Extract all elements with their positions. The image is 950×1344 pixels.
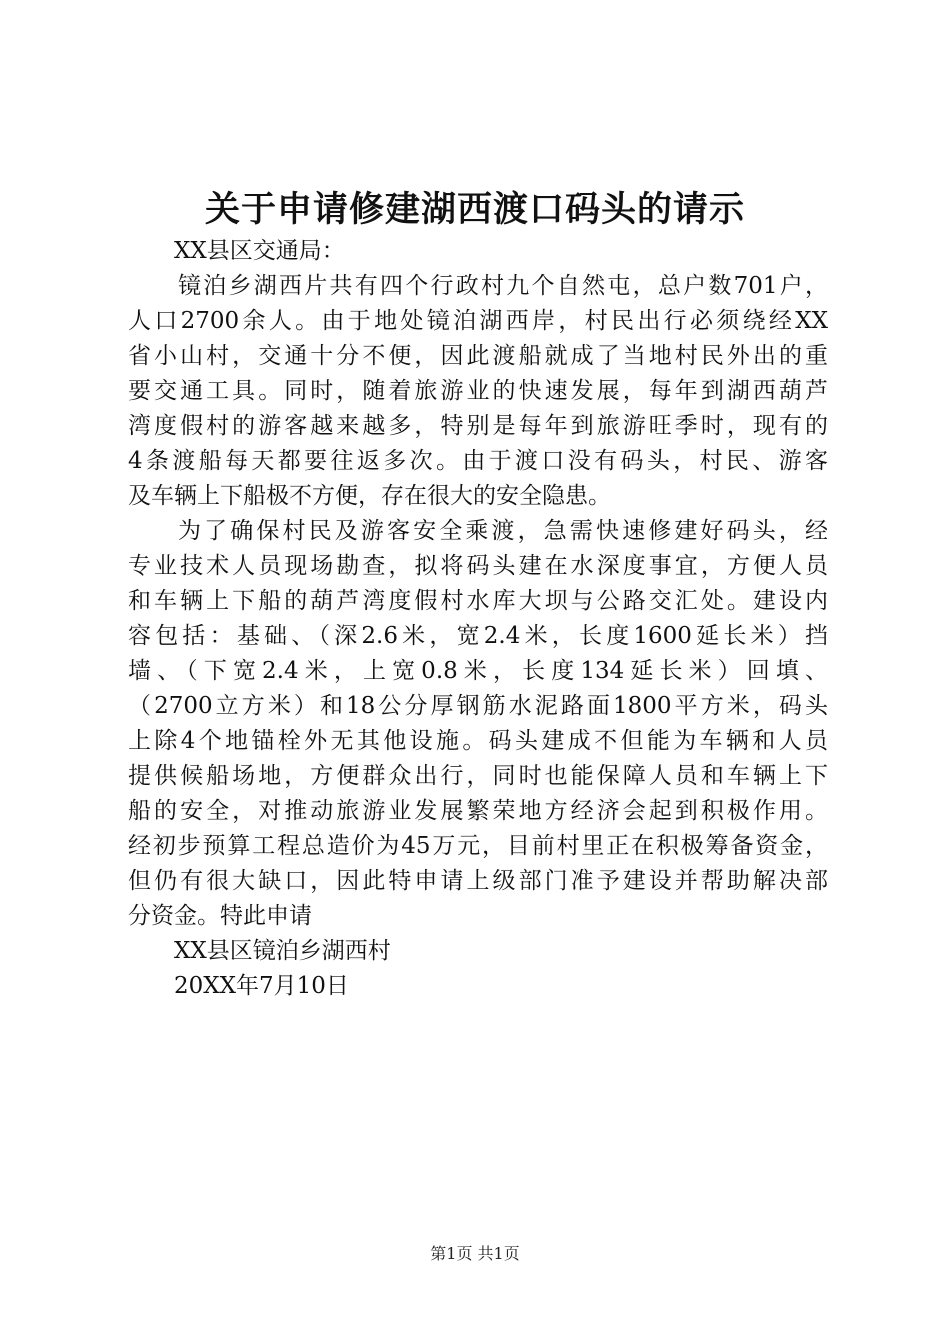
paragraph-line: 为了确保村民及游客安全乘渡，急需快速修建好码头，经: [178, 518, 828, 544]
paragraph-line: 分资金。特此申请: [128, 903, 312, 929]
paragraph-line: 专业技术人员现场勘查，拟将码头建在水深度事宜，方便人员: [128, 553, 828, 579]
page-footer: 第1页 共1页: [430, 1244, 520, 1263]
paragraph-line: 容包括：基础、（深2.6米，宽2.4米，长度1600延长米）挡: [128, 623, 828, 649]
paragraph-line: 及车辆上下船极不方便，存在很大的安全隐患。: [128, 483, 611, 509]
signature: XX县区镜泊乡湖西村: [174, 938, 391, 964]
paragraph-line: 镜泊乡湖西片共有四个行政村九个自然屯，总户数701户，: [178, 273, 828, 299]
paragraph-line: 4条渡船每天都要往返多次。由于渡口没有码头，村民、游客: [128, 448, 828, 474]
paragraph-line: 提供候船场地，方便群众出行，同时也能保障人员和车辆上下: [128, 763, 828, 789]
paragraph-line: 人口2700余人。由于地处镜泊湖西岸，村民出行必须绕经XX: [128, 308, 828, 334]
salutation: XX县区交通局：: [174, 238, 345, 264]
document-title: 关于申请修建湖西渡口码头的请示: [204, 189, 745, 230]
paragraph-line: 经初步预算工程总造价为45万元，目前村里正在积极筹备资金，: [128, 833, 828, 859]
paragraph-line: 湾度假村的游客越来越多，特别是每年到旅游旺季时，现有的: [128, 413, 828, 439]
paragraph-line: 墙、（下宽2.4米，上宽0.8米，长度134延长米）回填、: [128, 658, 828, 684]
paragraph-line: 省小山村，交通十分不便，因此渡船就成了当地村民外出的重: [128, 343, 828, 369]
paragraph-line: （2700立方米）和18公分厚钢筋水泥路面1800平方米，码头: [128, 693, 828, 719]
paragraph-line: 和车辆上下船的葫芦湾度假村水库大坝与公路交汇处。建设内: [128, 588, 828, 614]
paragraph-line: 要交通工具。同时，随着旅游业的快速发展，每年到湖西葫芦: [128, 378, 828, 404]
paragraph-line: 上除4个地锚栓外无其他设施。码头建成不但能为车辆和人员: [128, 728, 828, 754]
date: 20XX年7月10日: [174, 973, 349, 999]
paragraph-line: 船的安全，对推动旅游业发展繁荣地方经济会起到积极作用。: [128, 798, 828, 824]
document-body: [128, 234, 828, 1004]
paragraph-line: 但仍有很大缺口，因此特申请上级部门准予建设并帮助解决部: [128, 868, 828, 894]
